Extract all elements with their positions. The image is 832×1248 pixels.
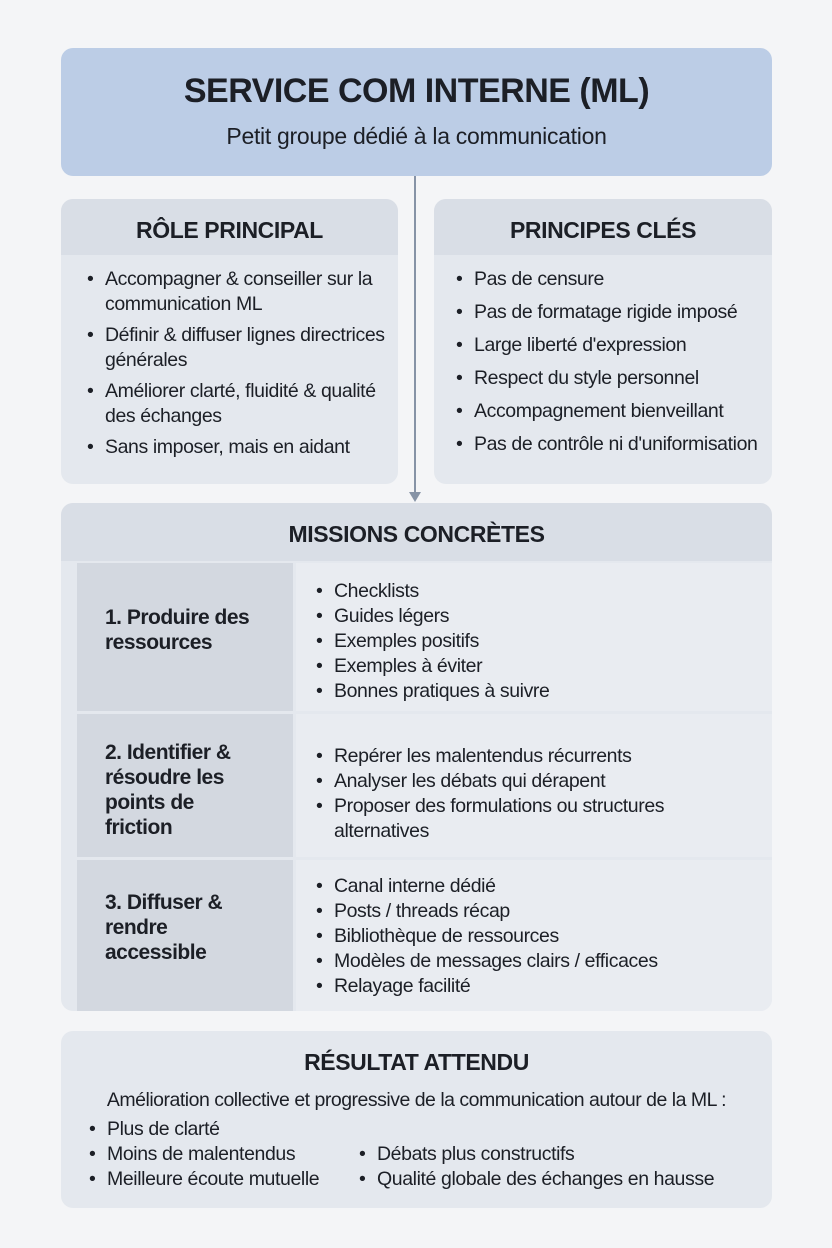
mission-label — [77, 714, 293, 857]
role-card — [61, 199, 398, 484]
list-item: • Meilleure écoute mutuelle — [87, 1167, 347, 1192]
list-item: • Qualité globale des échanges en hausse — [357, 1167, 757, 1192]
mission-items — [296, 563, 772, 711]
list-item: • Modèles de messages clairs / efficaces — [314, 949, 754, 974]
list-item: • Sans imposer, mais en aidant — [85, 435, 385, 460]
list-item: • Guides légers — [314, 604, 754, 629]
result-card — [61, 1031, 772, 1208]
list-item: • Définir & diffuser lignes directrices générales — [85, 323, 385, 373]
result-list-right — [357, 1142, 757, 1192]
result-intro: Amélioration collective et progressive de la communication autour de la ML : — [106, 1089, 727, 1111]
result-list-left — [87, 1117, 347, 1192]
mission-label-text: 2. Identifier & résoudre les points de friction — [105, 741, 231, 839]
missions-title: MISSIONS CONCRÈTES — [61, 503, 772, 561]
role-list — [85, 267, 385, 466]
mission-label-text: 3. Diffuser & rendre accessible — [105, 891, 223, 964]
mission-row — [77, 860, 772, 1011]
role-title: RÔLE PRINCIPAL — [61, 199, 398, 255]
page-subtitle: Petit groupe dédié à la communication — [226, 123, 607, 149]
list-item: • Analyser les débats qui dérapent — [314, 769, 754, 794]
list-item: • Exemples à éviter — [314, 654, 754, 679]
arrow-down-icon — [409, 492, 421, 502]
connector-line — [414, 176, 416, 494]
result-title: RÉSULTAT ATTENDU — [304, 1049, 529, 1075]
list-item: • Pas de formatage rigide imposé — [454, 300, 772, 325]
list-item: • Respect du style personnel — [454, 366, 772, 391]
mission-list — [314, 579, 754, 704]
mission-label — [77, 563, 293, 711]
list-item: • Bibliothèque de ressources — [314, 924, 754, 949]
list-item: • Plus de clarté — [87, 1117, 347, 1142]
mission-items — [296, 860, 772, 1011]
mission-label-text: 1. Produire des ressources — [105, 606, 250, 654]
list-item: • Accompagner & conseiller sur la communication ML — [85, 267, 385, 317]
list-item: • Canal interne dédié — [314, 874, 754, 899]
mission-list — [314, 744, 754, 844]
mission-label — [77, 860, 293, 1011]
header-box — [61, 48, 772, 176]
list-item: • Moins de malentendus — [87, 1142, 347, 1167]
list-item: • Posts / threads récap — [314, 899, 754, 924]
list-item: • Débats plus constructifs — [357, 1142, 757, 1167]
list-item: • Checklists — [314, 579, 754, 604]
list-item: • Pas de censure — [454, 267, 772, 292]
list-item: • Repérer les malentendus récurrents — [314, 744, 754, 769]
list-item: • Pas de contrôle ni d'uniformisation — [454, 432, 772, 457]
list-item: • Relayage facilité — [314, 974, 754, 999]
principles-list — [454, 267, 772, 465]
mission-row — [77, 563, 772, 711]
list-item: • Accompagnement bienveillant — [454, 399, 772, 424]
principles-title: PRINCIPES CLÉS — [434, 199, 772, 255]
list-item: • Large liberté d'expression — [454, 333, 772, 358]
list-item: • Bonnes pratiques à suivre — [314, 679, 754, 704]
list-item: • Exemples positifs — [314, 629, 754, 654]
page-title: SERVICE COM INTERNE (ML) — [183, 72, 650, 110]
mission-items — [296, 714, 772, 857]
principles-card — [434, 199, 772, 484]
mission-row — [77, 714, 772, 857]
list-item: • Proposer des formulations ou structures alternatives — [314, 794, 754, 844]
missions-card — [61, 503, 772, 1011]
mission-list — [314, 874, 754, 999]
list-item: • Améliorer clarté, fluidité & qualité des échanges — [85, 379, 385, 429]
